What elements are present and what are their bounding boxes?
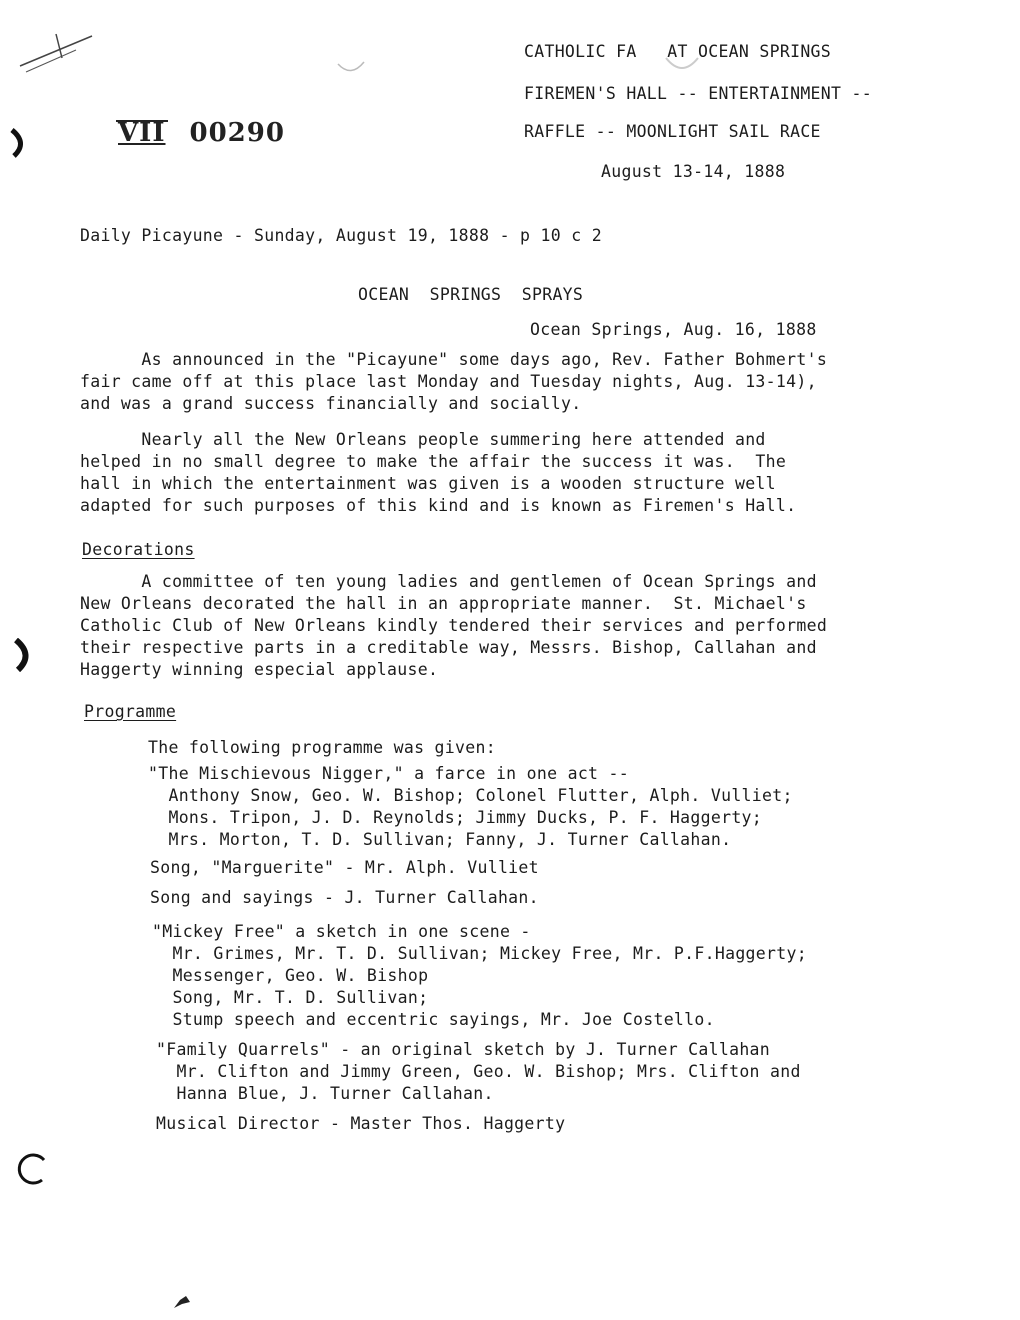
para2-line: helped in no small degree to make the affair the success it was. The xyxy=(80,452,787,471)
header-line-1: CATHOLIC FA AT OCEAN SPRINGS xyxy=(524,42,832,61)
para2-line: Nearly all the New Orleans people summering here attended and xyxy=(80,430,766,449)
programme-item-line: Stump speech and eccentric sayings, Mr. Joe Costello. xyxy=(152,1010,715,1029)
accession-roman: VII xyxy=(118,118,166,148)
smudge-mark xyxy=(336,56,366,76)
para3-line: Haggerty winning especial applause. xyxy=(80,660,439,679)
programme-item-line: Song, "Marguerite" - Mr. Alph. Vulliet xyxy=(150,858,539,877)
article-dateline: Ocean Springs, Aug. 16, 1888 xyxy=(530,320,817,339)
article-title: OCEAN SPRINGS SPRAYS xyxy=(358,285,584,304)
source-citation: Daily Picayune - Sunday, August 19, 1888 - p 10 c 2 xyxy=(80,226,602,245)
programme-item-line: Messenger, Geo. W. Bishop xyxy=(152,966,429,985)
programme-item-line: Mons. Tripon, J. D. Reynolds; Jimmy Ducks, P. F. Haggerty; xyxy=(148,808,763,827)
programme-item-line: "Mickey Free" a sketch in one scene - xyxy=(152,922,531,941)
para1-line: fair came off at this place last Monday and Tuesday nights, Aug. 13-14), xyxy=(80,372,817,391)
para3-line: Catholic Club of New Orleans kindly tendered their services and performed xyxy=(80,616,828,635)
header-line-3: RAFFLE -- MOONLIGHT SAIL RACE xyxy=(524,122,821,141)
programme-item-line: Mr. Grimes, Mr. T. D. Sullivan; Mickey Free, Mr. P.F.Haggerty; xyxy=(152,944,807,963)
para3-line: New Orleans decorated the hall in an appropriate manner. St. Michael's xyxy=(80,594,807,613)
programme-item-line: "Family Quarrels" - an original sketch by J. Turner Callahan xyxy=(156,1040,771,1059)
pen-scribble-mark xyxy=(16,28,96,76)
accession-digits: 00290 xyxy=(189,118,285,148)
programme-item-line: Song, Mr. T. D. Sullivan; xyxy=(152,988,429,1007)
accession-number xyxy=(116,118,285,148)
header-date: August 13-14, 1888 xyxy=(601,162,786,181)
programme-item-line: Musical Director - Master Thos. Haggerty xyxy=(156,1114,566,1133)
punch-hole-bottom xyxy=(14,1152,50,1188)
para3-line: A committee of ten young ladies and gentlemen of Ocean Springs and xyxy=(80,572,817,591)
header-line-2: FIREMEN'S HALL -- ENTERTAINMENT -- xyxy=(524,84,872,103)
programme-item-line: Mr. Clifton and Jimmy Green, Geo. W. Bishop; Mrs. Clifton and xyxy=(156,1062,801,1081)
para2-line: adapted for such purposes of this kind and is known as Firemen's Hall. xyxy=(80,496,797,515)
programme-item-line: "The Mischievous Nigger," a farce in one act -- xyxy=(148,764,629,783)
para1-line: As announced in the "Picayune" some days ago, Rev. Father Bohmert's xyxy=(80,350,828,369)
para1-line: and was a grand success financially and socially. xyxy=(80,394,582,413)
punch-hole-middle xyxy=(14,638,36,672)
para3-line: their respective parts in a creditable way, Messrs. Bishop, Callahan and xyxy=(80,638,817,657)
decorations-heading: Decorations xyxy=(82,540,195,559)
programme-item-line: Song and sayings - J. Turner Callahan. xyxy=(150,888,539,907)
programme-item-line: Anthony Snow, Geo. W. Bishop; Colonel Flutter, Alph. Vulliet; xyxy=(148,786,793,805)
programme-item-line: Hanna Blue, J. Turner Callahan. xyxy=(156,1084,494,1103)
programme-intro: The following programme was given: xyxy=(148,738,496,757)
punch-hole-top xyxy=(10,128,30,158)
programme-item-line: Mrs. Morton, T. D. Sullivan; Fanny, J. Turner Callahan. xyxy=(148,830,732,849)
programme-heading: Programme xyxy=(84,702,177,721)
para2-line: hall in which the entertainment was given is a wooden structure well xyxy=(80,474,776,493)
ink-speck xyxy=(172,1294,192,1310)
